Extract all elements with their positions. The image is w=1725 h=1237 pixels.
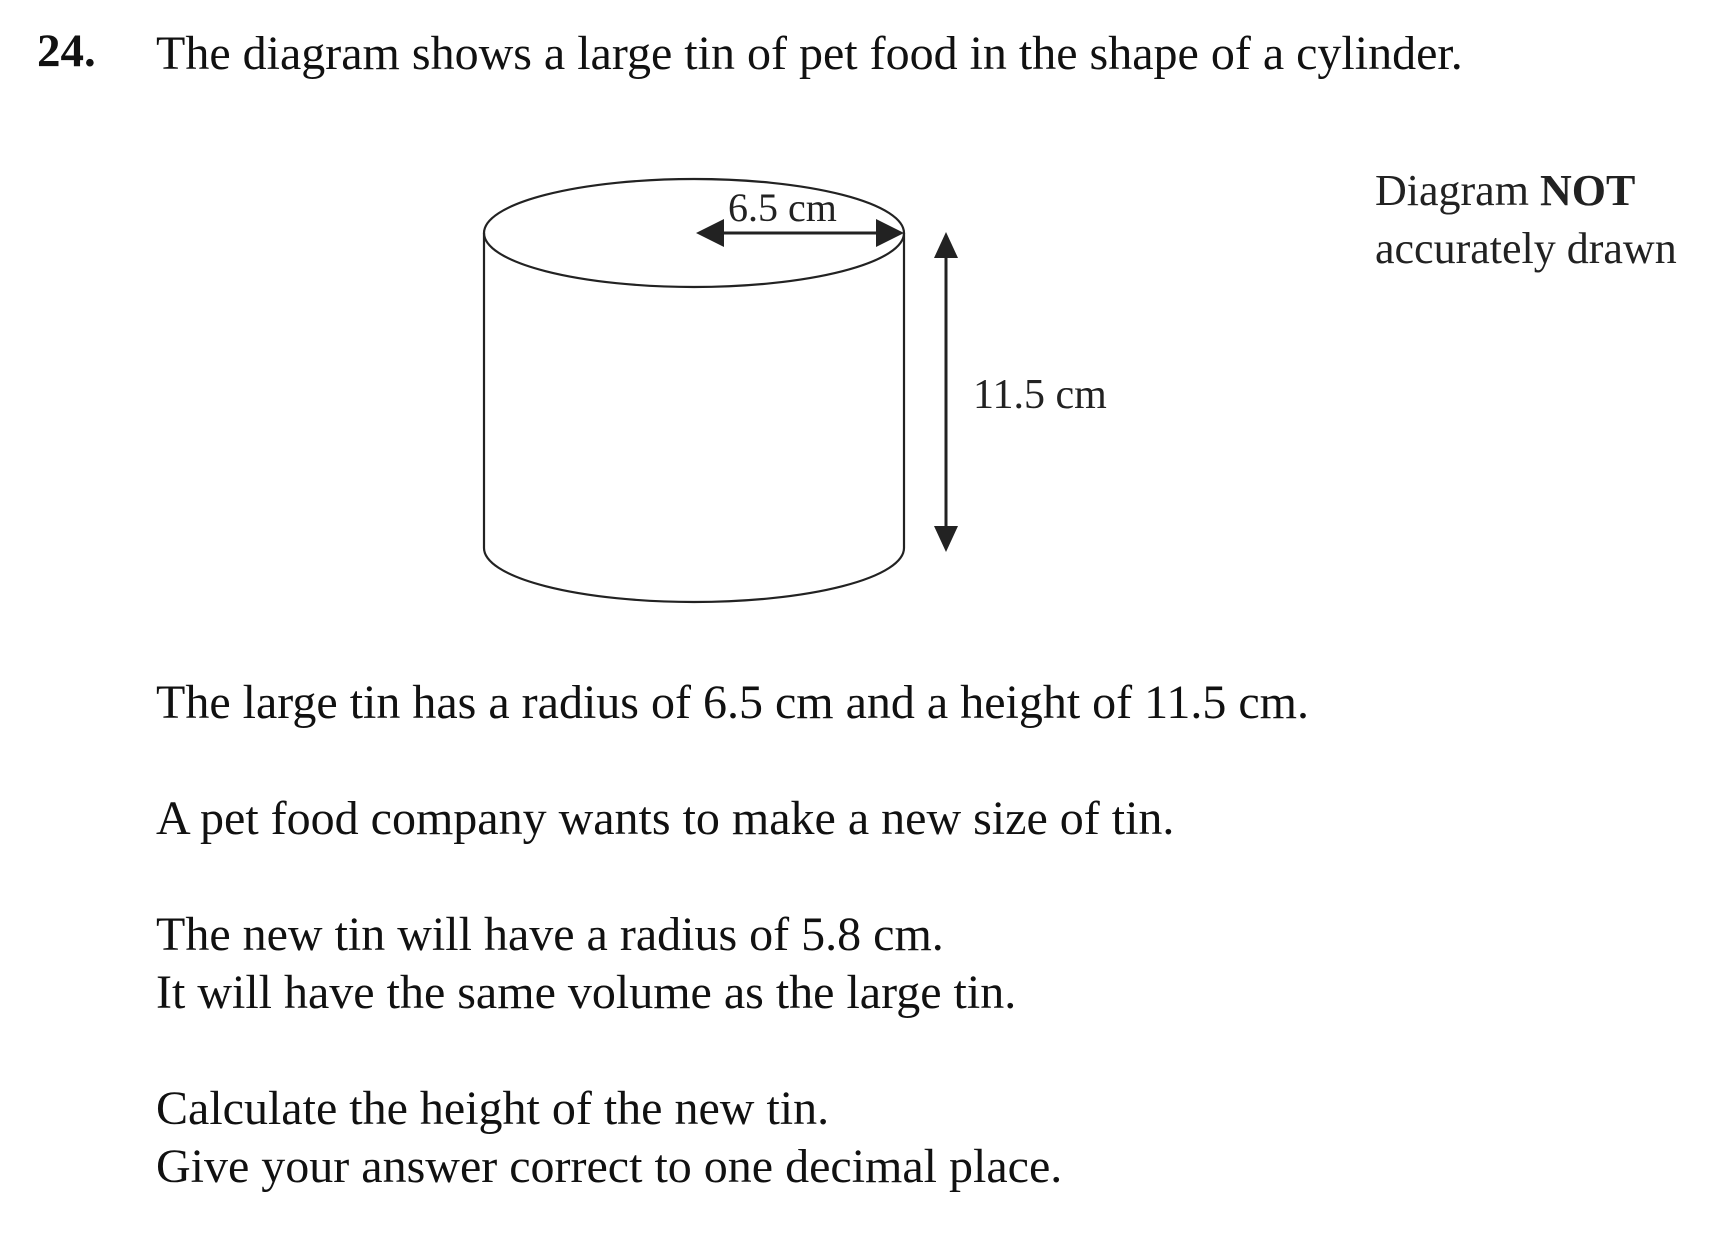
height-label: 11.5 cm xyxy=(973,372,1107,418)
cylinder-bottom-curve xyxy=(484,548,904,602)
paragraph-company: A pet food company wants to make a new size of tin. xyxy=(156,792,1175,845)
diagram-not-accurate-note xyxy=(1375,162,1677,278)
same-volume-line: It will have the same volume as the large tin. xyxy=(156,966,1017,1019)
note-prefix: Diagram xyxy=(1375,166,1540,215)
height-arrow xyxy=(934,232,958,552)
task-line-2: Give your answer correct to one decimal place. xyxy=(156,1140,1063,1193)
task-line-1: Calculate the height of the new tin. xyxy=(156,1082,830,1135)
paragraph-new-tin xyxy=(156,906,1016,1022)
cylinder-shape xyxy=(484,179,904,602)
note-line-1 xyxy=(1375,162,1677,220)
question-intro: The diagram shows a large tin of pet food in the shape of a cylinder. xyxy=(156,27,1463,80)
radius-label: 6.5 cm xyxy=(728,185,837,230)
paragraph-large-tin: The large tin has a radius of 6.5 cm and a height of 11.5 cm. xyxy=(156,676,1310,729)
question-number: 24. xyxy=(37,25,96,77)
paragraph-task xyxy=(156,1080,1062,1196)
note-line-2: accurately drawn xyxy=(1375,224,1677,273)
new-tin-radius-line: The new tin will have a radius of 5.8 cm. xyxy=(156,908,944,961)
note-bold-not: NOT xyxy=(1539,166,1636,215)
